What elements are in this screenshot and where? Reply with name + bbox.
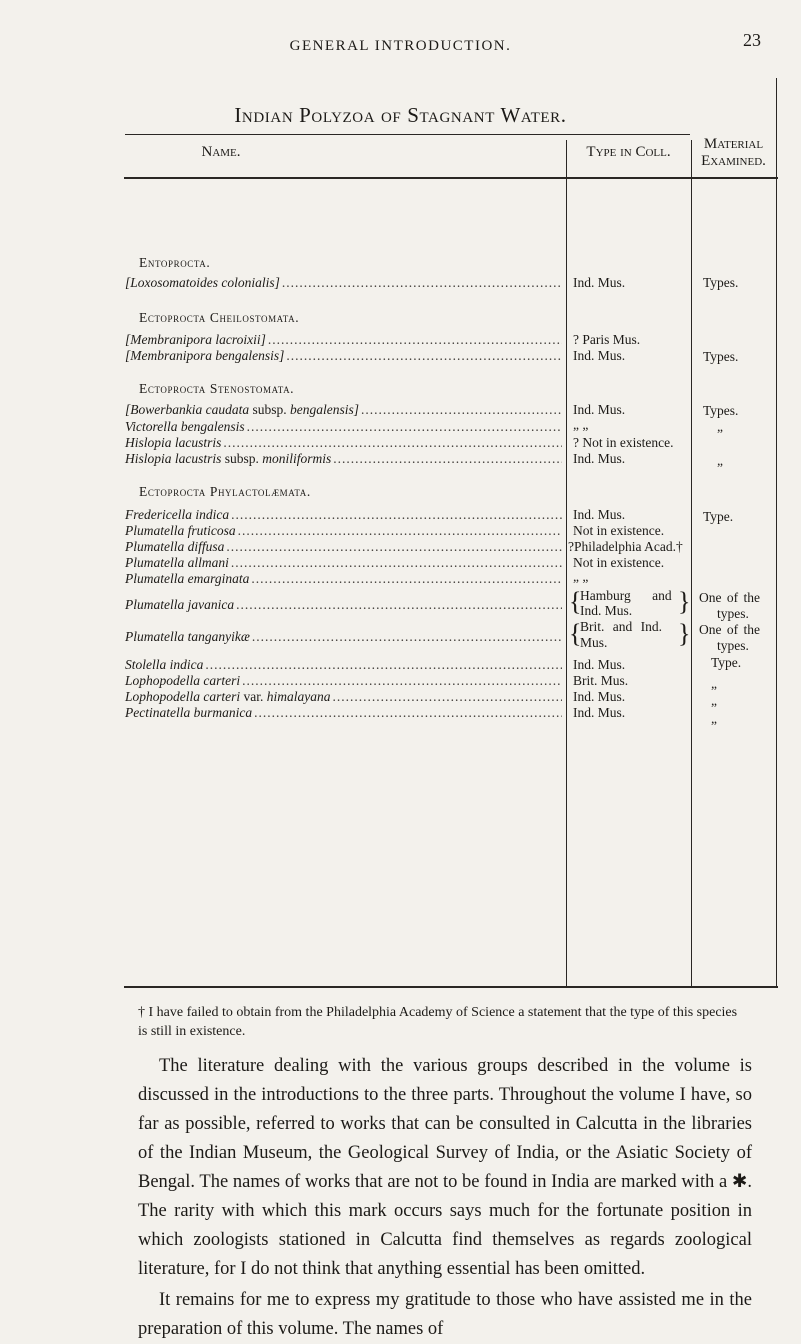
species-name: Plumatella tanganyikæ ..... bbox=[125, 629, 562, 644]
material-examined-line1: One of the bbox=[699, 590, 760, 605]
header-material-line1: Material bbox=[703, 136, 764, 152]
running-head: GENERAL INTRODUCTION. bbox=[289, 38, 512, 54]
type-location-line1: Brit. and Ind. bbox=[580, 619, 662, 634]
species-name: Plumatella emarginata ..... bbox=[125, 571, 562, 586]
type-location-line1: Hamburg and bbox=[580, 588, 672, 603]
header-material bbox=[691, 136, 776, 170]
material-examined: Type. bbox=[703, 509, 734, 524]
material-examined-line2: types. bbox=[717, 638, 749, 653]
species-name: Hislopia lacustris ..... bbox=[125, 435, 562, 450]
page-number: 23 bbox=[743, 30, 761, 50]
species-name: Plumatella allmani ..... bbox=[125, 555, 562, 570]
header-type: Type in Coll. bbox=[586, 144, 671, 160]
material-examined: Type. bbox=[711, 655, 742, 670]
type-location: ? Paris Mus. bbox=[573, 332, 641, 347]
section-heading: Ectoprocta Cheilostomata. bbox=[139, 310, 300, 325]
section-heading: Entoprocta. bbox=[139, 255, 211, 270]
type-location: „ „ bbox=[573, 417, 589, 432]
material-examined: Types. bbox=[703, 349, 739, 364]
species-name: [Loxosomatoides colonialis] ..... bbox=[125, 275, 562, 290]
material-examined: „ bbox=[711, 676, 717, 691]
material-examined-line1: One of the bbox=[699, 622, 760, 637]
table-top-rule bbox=[125, 134, 690, 135]
species-name: Plumatella javanica ..... bbox=[125, 597, 562, 612]
species-name: [Membranipora bengalensis] ..... bbox=[125, 348, 562, 363]
species-name: Victorella bengalensis ..... bbox=[125, 419, 562, 434]
type-location: Brit. Mus. bbox=[573, 673, 629, 688]
species-name: Lophopodella carteri var. himalayana ..... bbox=[125, 689, 562, 704]
table-title: Indian Polyzoa of Stagnant Water. bbox=[234, 103, 567, 127]
material-examined: Types. bbox=[703, 275, 739, 290]
paragraph: The literature dealing with the various groups described in the volume is discussed in the introductions to the three parts. Throughout the volume I have, so far as possible, referred to works that can be consulted in Calcutta in the libraries of the Indian Museum, the Geological Survey of India, or the Asiatic Society of Bengal. The names of works that are not to be found in India are marked with a ✱. The rarity with which this mark occurs says much for the fortunate position in which zoologists stationed in Calcutta find themselves as regards zoological literature, for I do not think that anything essential has been omitted. bbox=[138, 1056, 752, 1279]
material-examined: „ bbox=[711, 693, 717, 708]
species-name: Fredericella indica ..... bbox=[125, 507, 562, 522]
type-location: ?Philadelphia Acad.† bbox=[568, 539, 683, 554]
table-right-border bbox=[776, 78, 777, 986]
species-name: Stolella indica ..... bbox=[125, 657, 562, 672]
type-location: Ind. Mus. bbox=[573, 507, 626, 522]
species-name: Lophopodella carteri ..... bbox=[125, 673, 562, 688]
type-location: Ind. Mus. bbox=[573, 451, 626, 466]
type-brace-left: { bbox=[569, 619, 582, 648]
column-divider-1 bbox=[566, 140, 567, 986]
species-name: Pectinatella burmanica ..... bbox=[125, 705, 562, 720]
type-location: Not in existence. bbox=[573, 555, 665, 570]
material-examined: „ bbox=[717, 453, 723, 468]
type-brace-right: } bbox=[678, 619, 691, 648]
paragraph: It remains for me to express my gratitude to those who have assisted me in the preparation of this volume. The names of bbox=[138, 1290, 752, 1339]
type-location: „ „ bbox=[573, 569, 589, 584]
species-name: Hislopia lacustris subsp. moniliformis ..... bbox=[125, 451, 562, 466]
section-heading: Ectoprocta Stenostomata. bbox=[139, 381, 295, 396]
header-material-line2: Examined. bbox=[701, 153, 766, 169]
type-location: Ind. Mus. bbox=[573, 402, 626, 417]
species-name: Plumatella diffusa ..... bbox=[125, 539, 562, 554]
type-location: Ind. Mus. bbox=[573, 275, 626, 290]
type-location: ? Not in existence. bbox=[573, 435, 674, 450]
species-name: Plumatella fruticosa ..... bbox=[125, 523, 562, 538]
type-location: Not in existence. bbox=[573, 523, 665, 538]
species-name: [Bowerbankia caudata subsp. bengalensis] ..... bbox=[125, 402, 562, 417]
type-location-line2: Mus. bbox=[580, 635, 608, 650]
material-examined: Types. bbox=[703, 403, 739, 418]
material-examined-line2: types. bbox=[717, 606, 749, 621]
footnote: † I have failed to obtain from the Philadelphia Academy of Science a statement that the type of this species is still in existence. bbox=[138, 1005, 738, 1039]
type-location: Ind. Mus. bbox=[573, 348, 626, 363]
type-brace-left: { bbox=[569, 587, 582, 616]
table-bottom-rule bbox=[124, 986, 778, 988]
material-examined: „ bbox=[711, 711, 717, 726]
header-name: Name. bbox=[201, 144, 241, 160]
type-location: Ind. Mus. bbox=[573, 705, 626, 720]
material-examined: „ bbox=[717, 419, 723, 434]
type-location-line2: Ind. Mus. bbox=[580, 603, 633, 618]
type-location: Ind. Mus. bbox=[573, 689, 626, 704]
table-header-rule bbox=[124, 177, 778, 179]
column-divider-2 bbox=[691, 140, 692, 986]
section-heading: Ectoprocta Phylactolæmata. bbox=[139, 484, 311, 499]
type-location: Ind. Mus. bbox=[573, 657, 626, 672]
type-brace-right: } bbox=[678, 587, 691, 616]
species-name: [Membranipora lacroixii] ..... bbox=[125, 332, 562, 347]
body-text bbox=[138, 1052, 752, 1344]
